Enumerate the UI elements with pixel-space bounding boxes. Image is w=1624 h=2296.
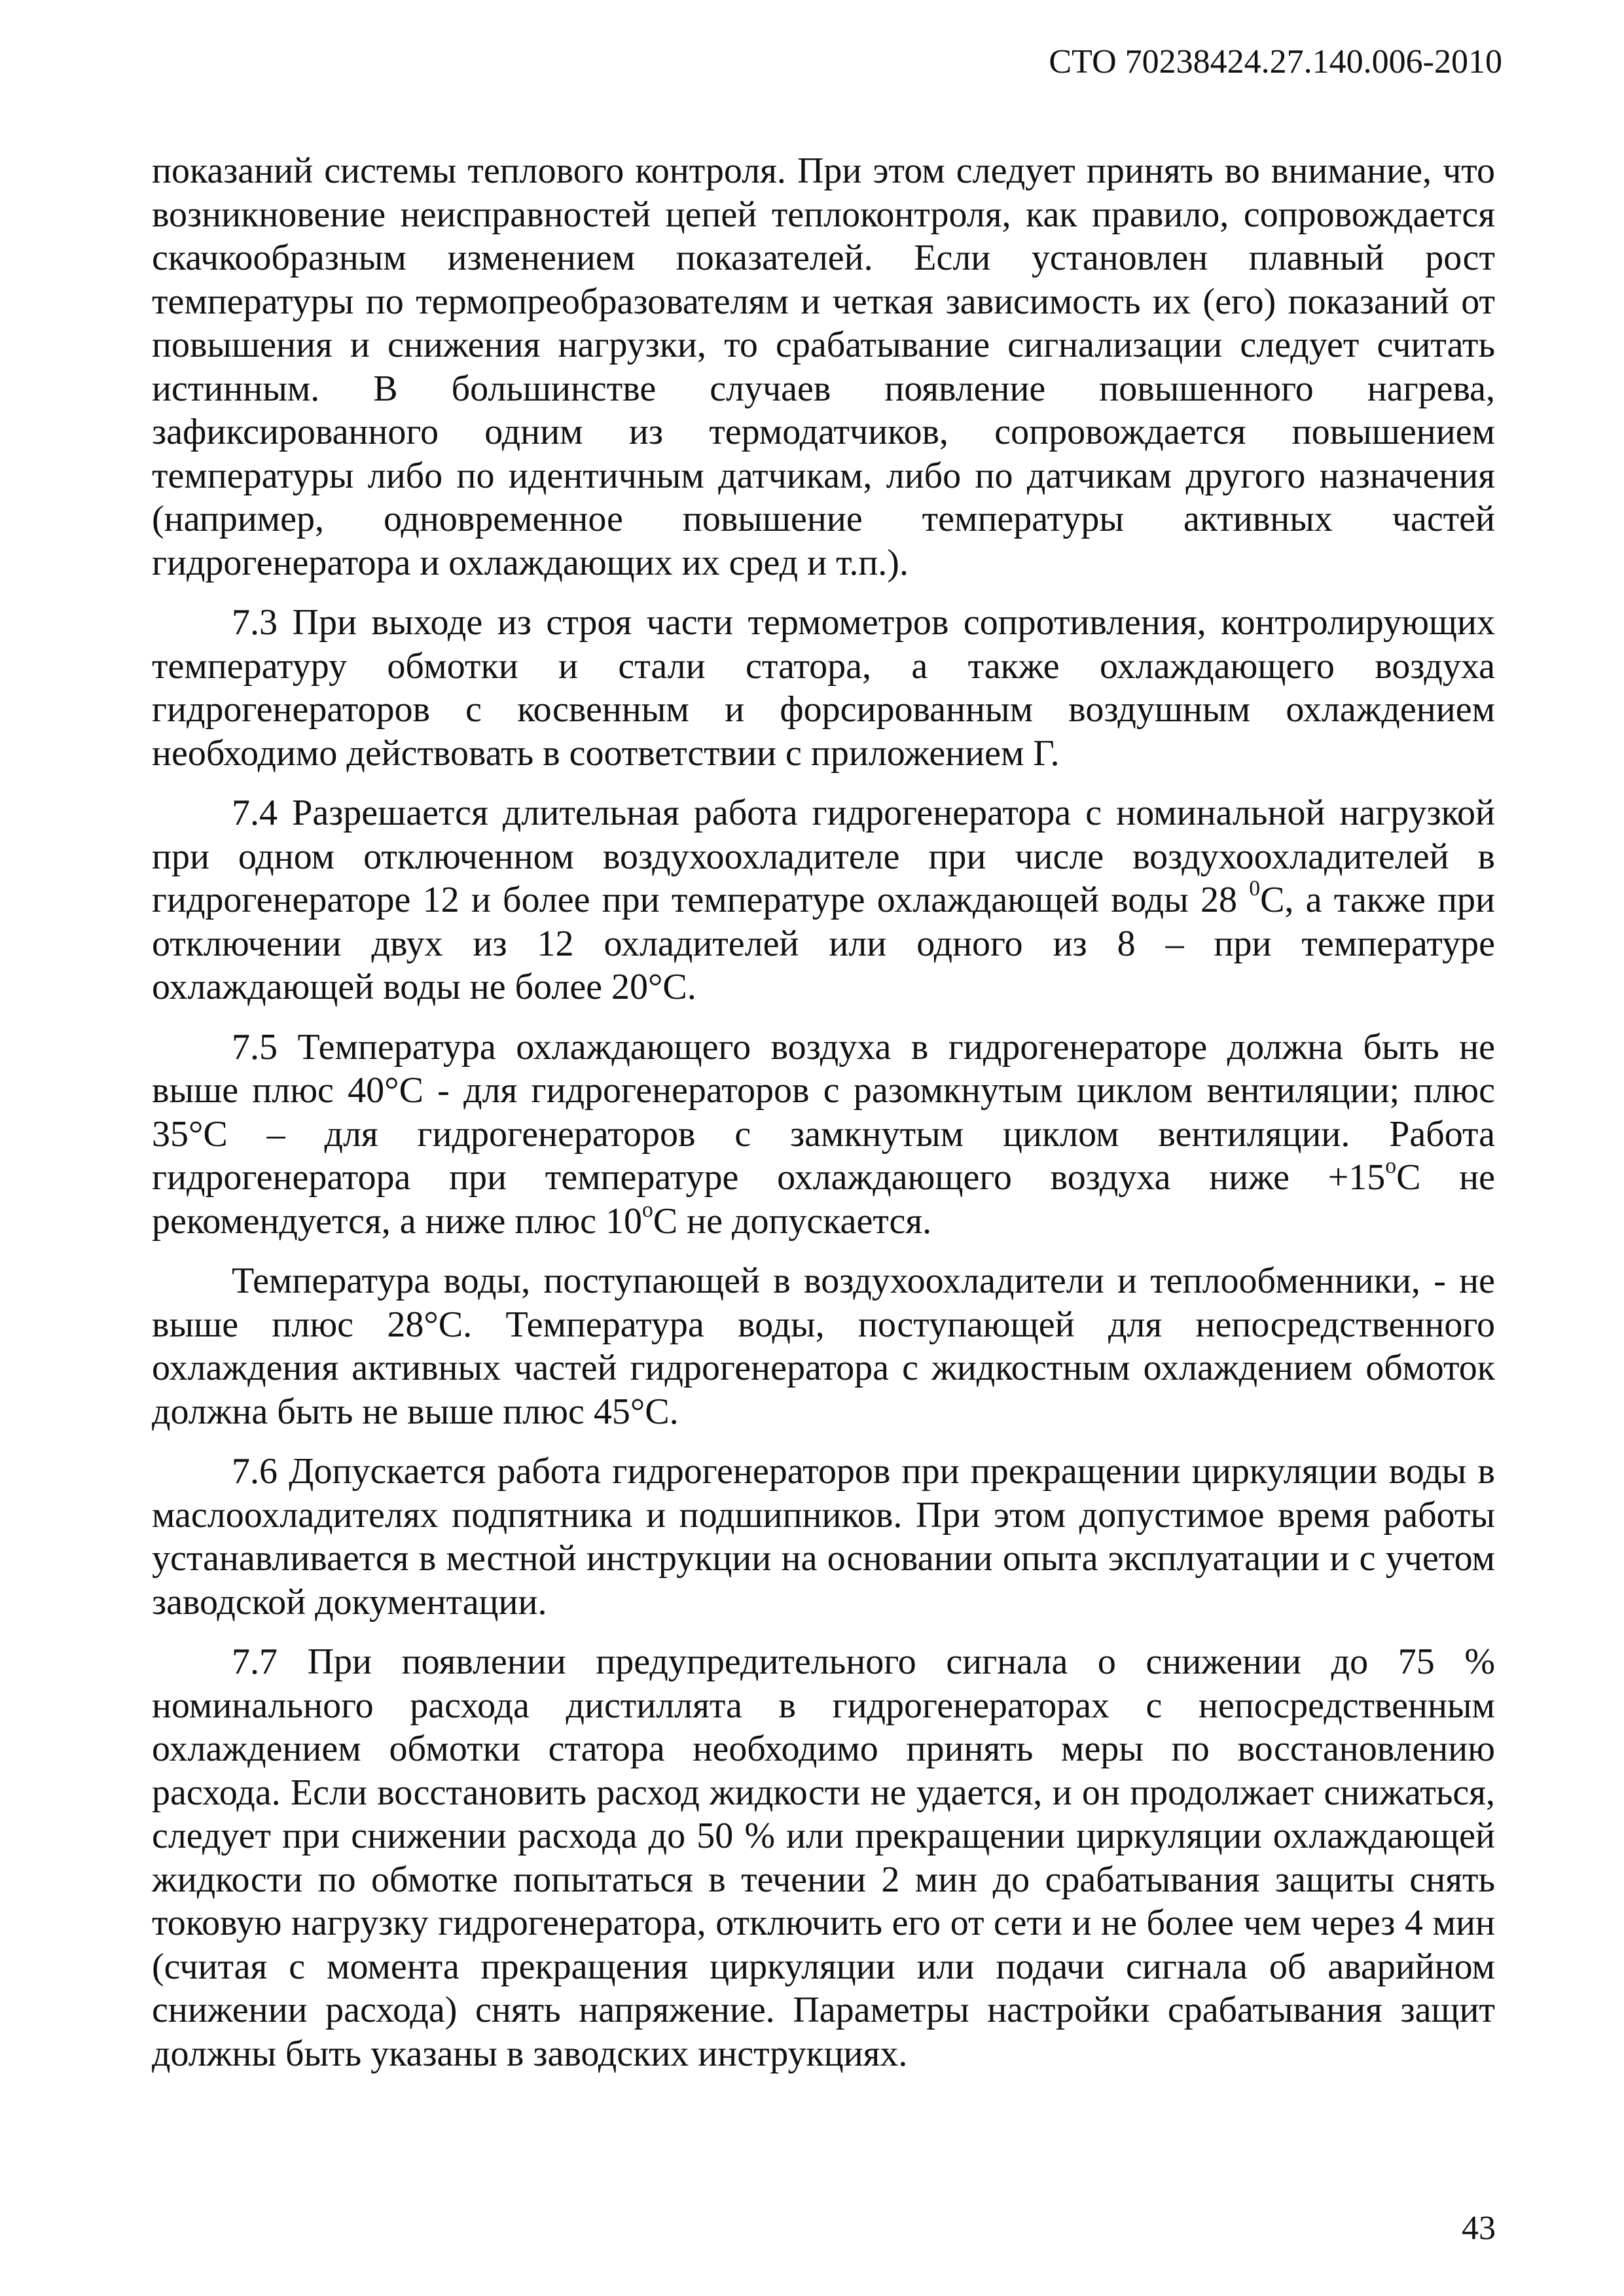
- paragraph-7-6: 7.6 Допускается работа гидрогенераторов при прекращении циркуляции воды в маслоохладителях подпятника и подшипников. При этом допустимое время работы устанавливается в местной инструкции на основании опыта эксплуатации и с учетом заводской документации.: [152, 1451, 1495, 1623]
- paragraph-7-5: [152, 1026, 1495, 1244]
- paragraph-continuation: показаний системы теплового контроля. При этом следует принять во внимание, что возникновение неисправностей цепей теплоконтроля, как правило, сопровождается скачкообразным изменением показателей. Если установлен плавный рост температуры по термопреобразователям и четкая зависимость их (его) показаний от повышения и снижения нагрузки, то срабатывание сигнализации следует считать истинным. В большинстве случаев появление повышенного нагрева, зафиксированного одним из термодатчиков, сопровождается повышением температуры либо по идентичным датчикам, либо по датчикам другого назначения (например, одновременное повышение температуры активных частей гидрогенератора и охлаждающих их сред и т.п.).: [152, 151, 1495, 583]
- document-code-header: СТО 70238424.27.140.006-2010: [1049, 43, 1502, 81]
- paragraph-7-5-text-part2: С не рекомендуется, а ниже плюс 10: [152, 1157, 1495, 1242]
- degree-superscript: 0: [1249, 876, 1261, 901]
- paragraph-7-4: [152, 791, 1495, 1009]
- paragraph-7-4-text-end: С, а также при отключении двух из 12 охладителей или одного из 8 – при температуре охлаждающей воды не более 20°С.: [152, 880, 1495, 1007]
- degree-superscript: о: [642, 1197, 653, 1222]
- paragraph-7-5-text-part3: С не допускается.: [653, 1200, 932, 1242]
- paragraph-7-3: 7.3 При выходе из строя части термометров сопротивления, контролирующих температуру обмотки и стали статора, а также охлаждающего воздуха гидрогенераторов с косвенным и форсированным воздушным охлаждением необходимо действовать в соответствии с приложением Г.: [152, 602, 1495, 774]
- paragraph-7-7: 7.7 При появлении предупредительного сигнала о снижении до 75 % номинального расхода дистиллята в гидрогенераторах с непосредственным охлаждением обмотки статора необходимо принять меры по восстановлению расхода. Если восстановить расход жидкости не удается, и он продолжает снижаться, следует при снижении расхода до 50 % или прекращении циркуляции охлаждающей жидкости по обмотке попытаться в течении 2 мин до срабатывания защиты снять токовую нагрузку гидрогенератора, отключить его от сети и не более чем через 4 мин (считая с момента прекращения циркуляции или подачи сигнала об аварийном снижении расхода) снять напряжение. Параметры настройки срабатывания защит должны быть указаны в заводских инструкциях.: [152, 1641, 1495, 2074]
- paragraph-7-4-text-start: 7.4 Разрешается длительная работа гидрогенератора с номинальной нагрузкой при одном отключенном воздухоохладителе при числе воздухоохладителей в гидрогенераторе 12 и более при температуре охлаждающей воды 28: [152, 793, 1495, 920]
- degree-superscript: о: [1385, 1153, 1397, 1178]
- paragraph-water-temperature: Температура воды, поступающей в воздухоохладители и теплообменники, - не выше плюс 28°С. Температура воды, поступающей для непосредственного охлаждения активных частей гидрогенератора с жидкостным охлаждением обмоток должна быть не выше плюс 45°С.: [152, 1261, 1495, 1432]
- page-number: 43: [1462, 2210, 1496, 2247]
- paragraph-7-5-text-part1: 7.5 Температура охлаждающего воздуха в гидрогенераторе должна быть не выше плюс 40°С - для гидрогенераторов с разомкнутым циклом вентиляции; плюс 35°С – для гидрогенераторов с замкнутым циклом вентиляции. Работа гидрогенератора при температуре охлаждающего воздуха ниже +15: [152, 1026, 1495, 1198]
- document-body: [152, 149, 1495, 2092]
